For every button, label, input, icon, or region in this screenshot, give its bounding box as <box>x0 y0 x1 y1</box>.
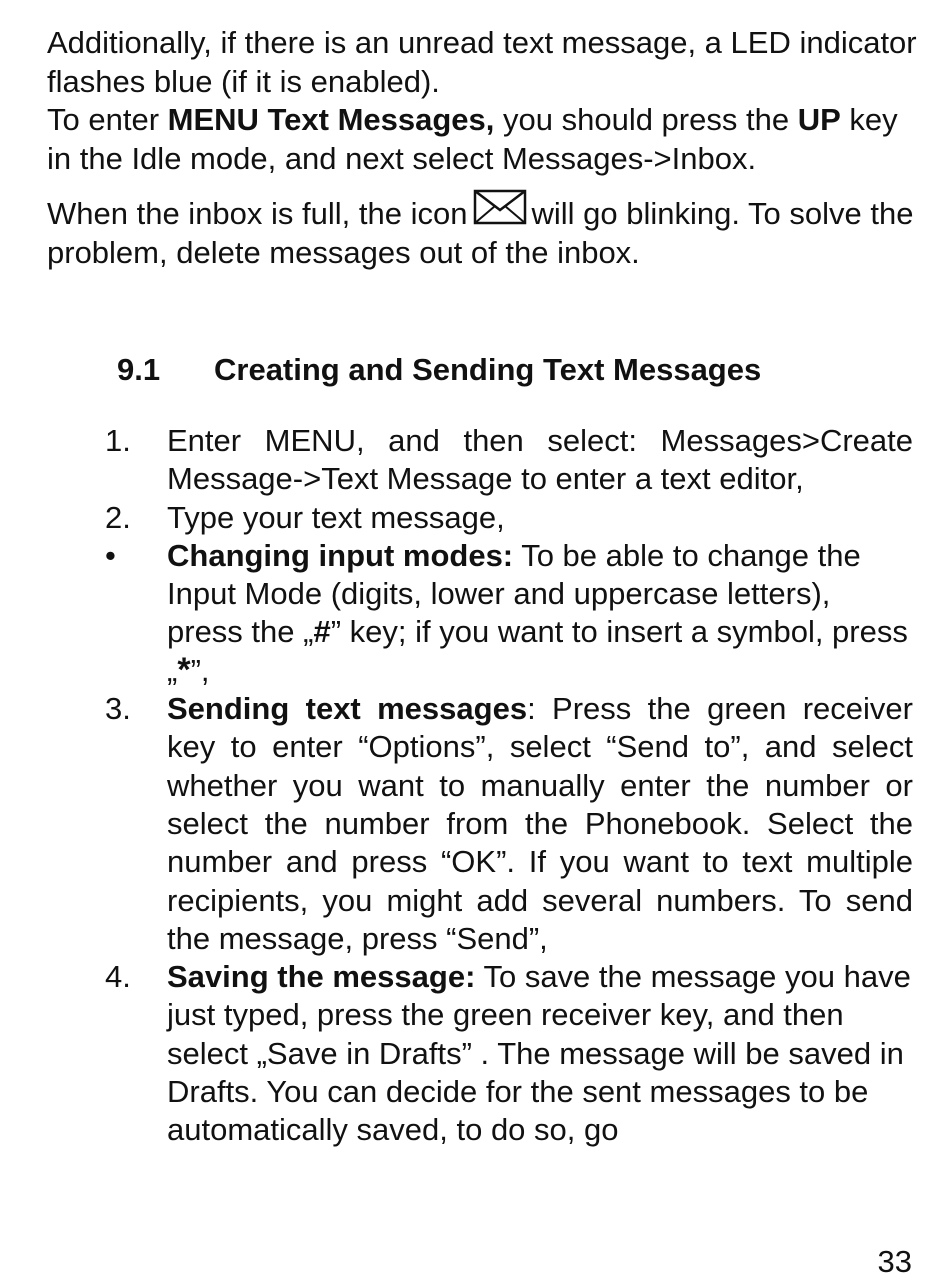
section-number: 9.1 <box>117 352 161 387</box>
intro-text <box>47 24 927 272</box>
page-number: 33 <box>877 1244 912 1279</box>
step-text-rest: To save the message you have just typed, press the green receiver key, and then select „Save in Drafts” . The message will be saved in Drafts. You can decide for the sent messages to be automatically saved, to do so, go <box>167 959 911 1148</box>
step-text-rest: : Press the green receiver key to enter “Options”, select “Send to”, and select whether you want to manually enter the number or select the number from the Phonebook. Select the number and press “OK”. If you want to text multiple recipients, you might add several numbers. To send the message, press “Send”, <box>167 691 913 956</box>
step-label: Sending text messages <box>167 691 528 727</box>
envelope-icon <box>473 188 527 228</box>
bullet-marker: • <box>105 537 116 573</box>
intro-menu-text-e: key in the Idle mode, and next select Messages->Inbox. <box>47 102 898 176</box>
intro-inbox-text-a: When the inbox is full, the icon <box>47 196 468 231</box>
step-text <box>167 958 913 1149</box>
section-title: Creating and Sending Text Messages <box>214 352 762 387</box>
step-text-a: To be able to change the Input Mode (digits, lower and uppercase letters), press the „ <box>167 537 861 650</box>
intro-menu-bold-up: UP <box>797 102 841 137</box>
intro-menu-text-c: you should press the <box>494 102 798 137</box>
intro-menu-bold-a: MENU Text Messages, <box>167 102 495 137</box>
list-marker: 4. <box>105 959 131 995</box>
step-text: Type your text message, <box>167 499 505 535</box>
step-text <box>167 690 913 958</box>
intro-paragraph-led: Additionally, if there is an unread text message, a LED indicator flashes blue (if it is enabled). <box>47 25 917 99</box>
step-label: Changing input modes: <box>167 537 514 573</box>
list-marker: 3. <box>105 691 131 727</box>
list-item <box>105 958 913 1149</box>
list-item <box>105 422 913 499</box>
intro-paragraph-menu <box>47 101 927 178</box>
list-marker: 1. <box>105 423 131 458</box>
star-key: * <box>177 650 191 689</box>
step-label: Saving the message: <box>167 959 476 995</box>
step-text-b: ” key; if you want to insert a symbol, press „ <box>167 614 908 688</box>
hash-key: # <box>313 614 331 650</box>
step-text-c: ”, <box>190 652 210 688</box>
list-item <box>105 499 913 537</box>
list-item <box>105 537 913 690</box>
step-text <box>167 537 913 690</box>
step-text: Enter MENU, and then select: Messages>Create Message->Text Message to enter a text editor, <box>167 423 913 497</box>
list-item <box>105 690 913 958</box>
intro-menu-text-a: To enter <box>47 102 168 137</box>
intro-paragraph-inbox <box>47 188 927 272</box>
section-heading <box>117 350 761 390</box>
intro-inbox-text-b: will go blinking. To solve the problem, delete messages out of the inbox. <box>47 196 914 270</box>
list-marker: 2. <box>105 499 131 535</box>
steps-list <box>105 422 913 1150</box>
